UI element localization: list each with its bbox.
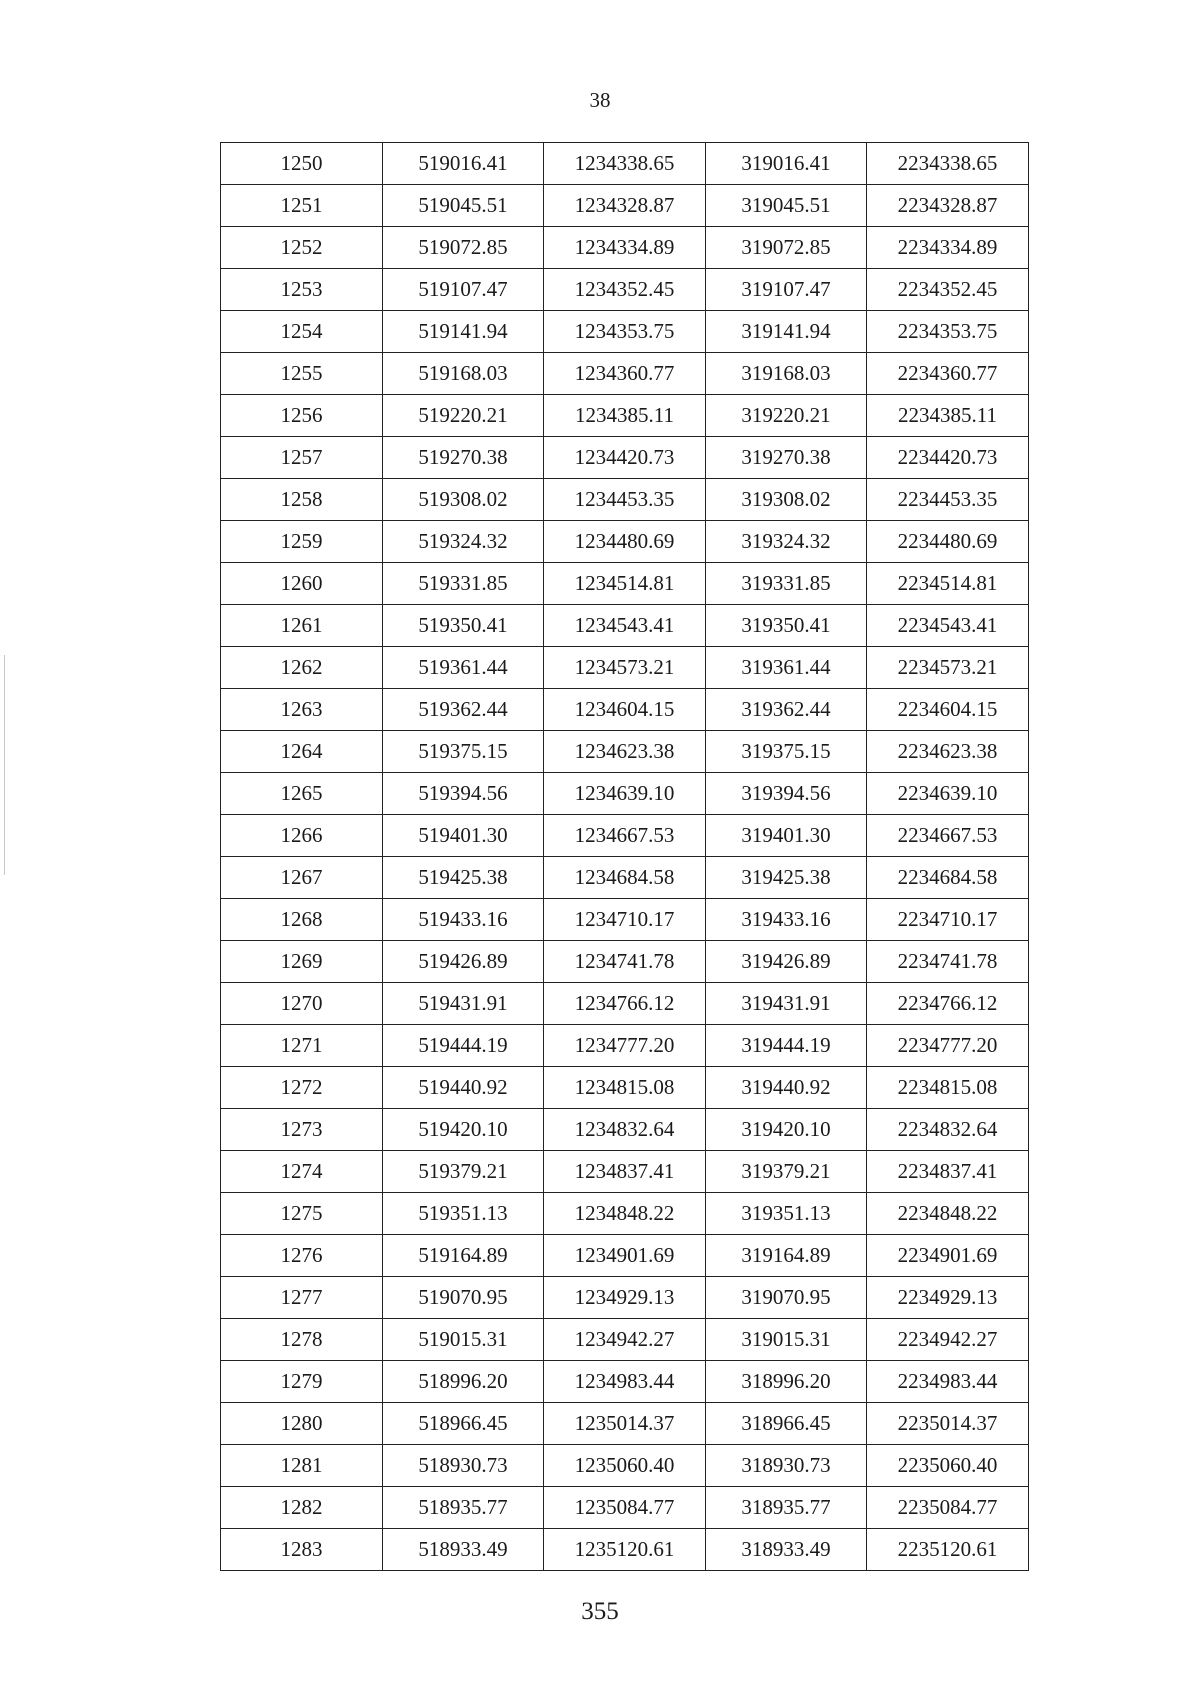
coord-c-cell: 319107.47 xyxy=(706,269,867,311)
coord-c-cell: 319431.91 xyxy=(706,983,867,1025)
coord-d-cell: 2234766.12 xyxy=(867,983,1029,1025)
coord-d-cell: 2234334.89 xyxy=(867,227,1029,269)
coord-b-cell: 1234543.41 xyxy=(544,605,706,647)
point-id-cell: 1269 xyxy=(221,941,383,983)
point-id-cell: 1264 xyxy=(221,731,383,773)
coord-b-cell: 1234684.58 xyxy=(544,857,706,899)
point-id-cell: 1267 xyxy=(221,857,383,899)
coord-c-cell: 319141.94 xyxy=(706,311,867,353)
point-id-cell: 1272 xyxy=(221,1067,383,1109)
table-row xyxy=(221,1403,1029,1445)
point-id-cell: 1270 xyxy=(221,983,383,1025)
coord-d-cell: 2234837.41 xyxy=(867,1151,1029,1193)
coord-c-cell: 319420.10 xyxy=(706,1109,867,1151)
coord-c-cell: 319164.89 xyxy=(706,1235,867,1277)
coord-d-cell: 2234848.22 xyxy=(867,1193,1029,1235)
point-id-cell: 1265 xyxy=(221,773,383,815)
coord-b-cell: 1234815.08 xyxy=(544,1067,706,1109)
coord-a-cell: 519426.89 xyxy=(383,941,544,983)
table-row xyxy=(221,689,1029,731)
table-row xyxy=(221,815,1029,857)
point-id-cell: 1277 xyxy=(221,1277,383,1319)
coord-b-cell: 1234983.44 xyxy=(544,1361,706,1403)
point-id-cell: 1263 xyxy=(221,689,383,731)
coord-a-cell: 519270.38 xyxy=(383,437,544,479)
coord-a-cell: 519016.41 xyxy=(383,143,544,185)
coord-b-cell: 1234837.41 xyxy=(544,1151,706,1193)
point-id-cell: 1255 xyxy=(221,353,383,395)
table-row xyxy=(221,1529,1029,1571)
coord-c-cell: 319045.51 xyxy=(706,185,867,227)
coord-a-cell: 519401.30 xyxy=(383,815,544,857)
coord-d-cell: 2234352.45 xyxy=(867,269,1029,311)
coord-a-cell: 519379.21 xyxy=(383,1151,544,1193)
table-row xyxy=(221,1319,1029,1361)
coord-c-cell: 319401.30 xyxy=(706,815,867,857)
coord-b-cell: 1234360.77 xyxy=(544,353,706,395)
coord-a-cell: 519440.92 xyxy=(383,1067,544,1109)
coord-a-cell: 519324.32 xyxy=(383,521,544,563)
table-row xyxy=(221,395,1029,437)
coord-b-cell: 1234338.65 xyxy=(544,143,706,185)
coord-a-cell: 519433.16 xyxy=(383,899,544,941)
coord-a-cell: 519070.95 xyxy=(383,1277,544,1319)
coord-a-cell: 519351.13 xyxy=(383,1193,544,1235)
point-id-cell: 1273 xyxy=(221,1109,383,1151)
coord-b-cell: 1234604.15 xyxy=(544,689,706,731)
coord-c-cell: 319350.41 xyxy=(706,605,867,647)
coord-b-cell: 1234766.12 xyxy=(544,983,706,1025)
coord-d-cell: 2235120.61 xyxy=(867,1529,1029,1571)
coord-b-cell: 1234573.21 xyxy=(544,647,706,689)
coord-c-cell: 319361.44 xyxy=(706,647,867,689)
table-row xyxy=(221,1109,1029,1151)
table-row xyxy=(221,857,1029,899)
table-row xyxy=(221,437,1029,479)
point-id-cell: 1281 xyxy=(221,1445,383,1487)
point-id-cell: 1253 xyxy=(221,269,383,311)
coord-d-cell: 2234338.65 xyxy=(867,143,1029,185)
table-row xyxy=(221,479,1029,521)
coord-b-cell: 1234420.73 xyxy=(544,437,706,479)
coord-d-cell: 2234777.20 xyxy=(867,1025,1029,1067)
coord-b-cell: 1234639.10 xyxy=(544,773,706,815)
coord-d-cell: 2235014.37 xyxy=(867,1403,1029,1445)
coord-c-cell: 319324.32 xyxy=(706,521,867,563)
coord-d-cell: 2234453.35 xyxy=(867,479,1029,521)
page-number-bottom: 355 xyxy=(581,1598,619,1625)
coord-d-cell: 2234942.27 xyxy=(867,1319,1029,1361)
coord-d-cell: 2234639.10 xyxy=(867,773,1029,815)
coord-d-cell: 2234385.11 xyxy=(867,395,1029,437)
coord-c-cell: 319426.89 xyxy=(706,941,867,983)
point-id-cell: 1260 xyxy=(221,563,383,605)
point-id-cell: 1257 xyxy=(221,437,383,479)
coord-c-cell: 318996.20 xyxy=(706,1361,867,1403)
coord-b-cell: 1234929.13 xyxy=(544,1277,706,1319)
coord-c-cell: 319220.21 xyxy=(706,395,867,437)
table-row xyxy=(221,227,1029,269)
point-id-cell: 1252 xyxy=(221,227,383,269)
coord-d-cell: 2234815.08 xyxy=(867,1067,1029,1109)
coord-b-cell: 1234710.17 xyxy=(544,899,706,941)
coord-a-cell: 519375.15 xyxy=(383,731,544,773)
coord-a-cell: 518935.77 xyxy=(383,1487,544,1529)
table-row xyxy=(221,773,1029,815)
scan-edge-mark xyxy=(4,655,5,875)
coord-b-cell: 1234453.35 xyxy=(544,479,706,521)
coord-a-cell: 518930.73 xyxy=(383,1445,544,1487)
coord-b-cell: 1234480.69 xyxy=(544,521,706,563)
coord-b-cell: 1234777.20 xyxy=(544,1025,706,1067)
coord-a-cell: 519362.44 xyxy=(383,689,544,731)
table-row xyxy=(221,521,1029,563)
coord-c-cell: 319362.44 xyxy=(706,689,867,731)
coord-d-cell: 2234543.41 xyxy=(867,605,1029,647)
coord-a-cell: 519141.94 xyxy=(383,311,544,353)
table-row xyxy=(221,941,1029,983)
coord-c-cell: 319394.56 xyxy=(706,773,867,815)
coord-c-cell: 319351.13 xyxy=(706,1193,867,1235)
coord-c-cell: 318966.45 xyxy=(706,1403,867,1445)
coord-d-cell: 2234667.53 xyxy=(867,815,1029,857)
coordinate-table-body xyxy=(221,143,1029,1571)
coord-a-cell: 519308.02 xyxy=(383,479,544,521)
coord-a-cell: 519164.89 xyxy=(383,1235,544,1277)
coord-a-cell: 519331.85 xyxy=(383,563,544,605)
coord-a-cell: 519425.38 xyxy=(383,857,544,899)
coord-b-cell: 1234353.75 xyxy=(544,311,706,353)
coord-a-cell: 518966.45 xyxy=(383,1403,544,1445)
coord-b-cell: 1234741.78 xyxy=(544,941,706,983)
coord-b-cell: 1235060.40 xyxy=(544,1445,706,1487)
coord-d-cell: 2234684.58 xyxy=(867,857,1029,899)
point-id-cell: 1282 xyxy=(221,1487,383,1529)
point-id-cell: 1279 xyxy=(221,1361,383,1403)
coord-b-cell: 1234623.38 xyxy=(544,731,706,773)
coord-a-cell: 519350.41 xyxy=(383,605,544,647)
point-id-cell: 1268 xyxy=(221,899,383,941)
coord-a-cell: 519220.21 xyxy=(383,395,544,437)
coord-d-cell: 2234710.17 xyxy=(867,899,1029,941)
coord-c-cell: 318930.73 xyxy=(706,1445,867,1487)
coord-b-cell: 1235120.61 xyxy=(544,1529,706,1571)
point-id-cell: 1259 xyxy=(221,521,383,563)
table-row xyxy=(221,899,1029,941)
table-row xyxy=(221,1361,1029,1403)
coordinate-table xyxy=(220,142,1029,1571)
coord-a-cell: 519420.10 xyxy=(383,1109,544,1151)
coord-d-cell: 2234983.44 xyxy=(867,1361,1029,1403)
table-row xyxy=(221,647,1029,689)
coord-b-cell: 1235084.77 xyxy=(544,1487,706,1529)
point-id-cell: 1250 xyxy=(221,143,383,185)
coord-c-cell: 319070.95 xyxy=(706,1277,867,1319)
coord-c-cell: 319440.92 xyxy=(706,1067,867,1109)
point-id-cell: 1261 xyxy=(221,605,383,647)
coord-b-cell: 1235014.37 xyxy=(544,1403,706,1445)
coord-c-cell: 319308.02 xyxy=(706,479,867,521)
page-number-top: 38 xyxy=(589,88,611,112)
table-row xyxy=(221,1235,1029,1277)
coord-c-cell: 319433.16 xyxy=(706,899,867,941)
table-row xyxy=(221,185,1029,227)
coord-d-cell: 2234353.75 xyxy=(867,311,1029,353)
point-id-cell: 1256 xyxy=(221,395,383,437)
coord-a-cell: 518996.20 xyxy=(383,1361,544,1403)
coord-d-cell: 2234480.69 xyxy=(867,521,1029,563)
coord-a-cell: 519444.19 xyxy=(383,1025,544,1067)
coord-b-cell: 1234848.22 xyxy=(544,1193,706,1235)
point-id-cell: 1258 xyxy=(221,479,383,521)
table-row xyxy=(221,1445,1029,1487)
point-id-cell: 1278 xyxy=(221,1319,383,1361)
coord-d-cell: 2234420.73 xyxy=(867,437,1029,479)
coord-c-cell: 319270.38 xyxy=(706,437,867,479)
coord-c-cell: 319016.41 xyxy=(706,143,867,185)
coord-a-cell: 519431.91 xyxy=(383,983,544,1025)
coord-b-cell: 1234514.81 xyxy=(544,563,706,605)
coord-b-cell: 1234334.89 xyxy=(544,227,706,269)
coord-c-cell: 319444.19 xyxy=(706,1025,867,1067)
table-row xyxy=(221,1487,1029,1529)
table-row xyxy=(221,1025,1029,1067)
coord-c-cell: 319072.85 xyxy=(706,227,867,269)
point-id-cell: 1276 xyxy=(221,1235,383,1277)
coord-a-cell: 518933.49 xyxy=(383,1529,544,1571)
coord-a-cell: 519168.03 xyxy=(383,353,544,395)
coord-d-cell: 2234573.21 xyxy=(867,647,1029,689)
coord-d-cell: 2234832.64 xyxy=(867,1109,1029,1151)
table-row xyxy=(221,1151,1029,1193)
coord-b-cell: 1234385.11 xyxy=(544,395,706,437)
coord-d-cell: 2234741.78 xyxy=(867,941,1029,983)
coord-a-cell: 519361.44 xyxy=(383,647,544,689)
coord-b-cell: 1234352.45 xyxy=(544,269,706,311)
coord-c-cell: 319379.21 xyxy=(706,1151,867,1193)
coord-b-cell: 1234901.69 xyxy=(544,1235,706,1277)
point-id-cell: 1266 xyxy=(221,815,383,857)
point-id-cell: 1274 xyxy=(221,1151,383,1193)
point-id-cell: 1283 xyxy=(221,1529,383,1571)
coord-b-cell: 1234832.64 xyxy=(544,1109,706,1151)
table-row xyxy=(221,1277,1029,1319)
point-id-cell: 1280 xyxy=(221,1403,383,1445)
coord-b-cell: 1234328.87 xyxy=(544,185,706,227)
coord-d-cell: 2234929.13 xyxy=(867,1277,1029,1319)
coord-b-cell: 1234942.27 xyxy=(544,1319,706,1361)
coord-d-cell: 2235084.77 xyxy=(867,1487,1029,1529)
coord-c-cell: 319331.85 xyxy=(706,563,867,605)
coord-a-cell: 519107.47 xyxy=(383,269,544,311)
table-row xyxy=(221,563,1029,605)
coord-b-cell: 1234667.53 xyxy=(544,815,706,857)
coord-d-cell: 2234604.15 xyxy=(867,689,1029,731)
coord-c-cell: 319375.15 xyxy=(706,731,867,773)
coord-d-cell: 2234360.77 xyxy=(867,353,1029,395)
point-id-cell: 1275 xyxy=(221,1193,383,1235)
coord-a-cell: 519015.31 xyxy=(383,1319,544,1361)
point-id-cell: 1271 xyxy=(221,1025,383,1067)
coord-c-cell: 318935.77 xyxy=(706,1487,867,1529)
point-id-cell: 1254 xyxy=(221,311,383,353)
coord-c-cell: 319425.38 xyxy=(706,857,867,899)
coord-c-cell: 319015.31 xyxy=(706,1319,867,1361)
table-row xyxy=(221,1067,1029,1109)
coord-c-cell: 319168.03 xyxy=(706,353,867,395)
coord-d-cell: 2235060.40 xyxy=(867,1445,1029,1487)
table-row xyxy=(221,269,1029,311)
coord-a-cell: 519394.56 xyxy=(383,773,544,815)
coord-d-cell: 2234328.87 xyxy=(867,185,1029,227)
table-row xyxy=(221,143,1029,185)
coord-d-cell: 2234901.69 xyxy=(867,1235,1029,1277)
coord-d-cell: 2234623.38 xyxy=(867,731,1029,773)
table-row xyxy=(221,731,1029,773)
table-row xyxy=(221,605,1029,647)
point-id-cell: 1251 xyxy=(221,185,383,227)
coord-d-cell: 2234514.81 xyxy=(867,563,1029,605)
table-row xyxy=(221,1193,1029,1235)
coord-a-cell: 519045.51 xyxy=(383,185,544,227)
table-row xyxy=(221,311,1029,353)
table-row xyxy=(221,983,1029,1025)
table-row xyxy=(221,353,1029,395)
coord-a-cell: 519072.85 xyxy=(383,227,544,269)
point-id-cell: 1262 xyxy=(221,647,383,689)
coord-c-cell: 318933.49 xyxy=(706,1529,867,1571)
